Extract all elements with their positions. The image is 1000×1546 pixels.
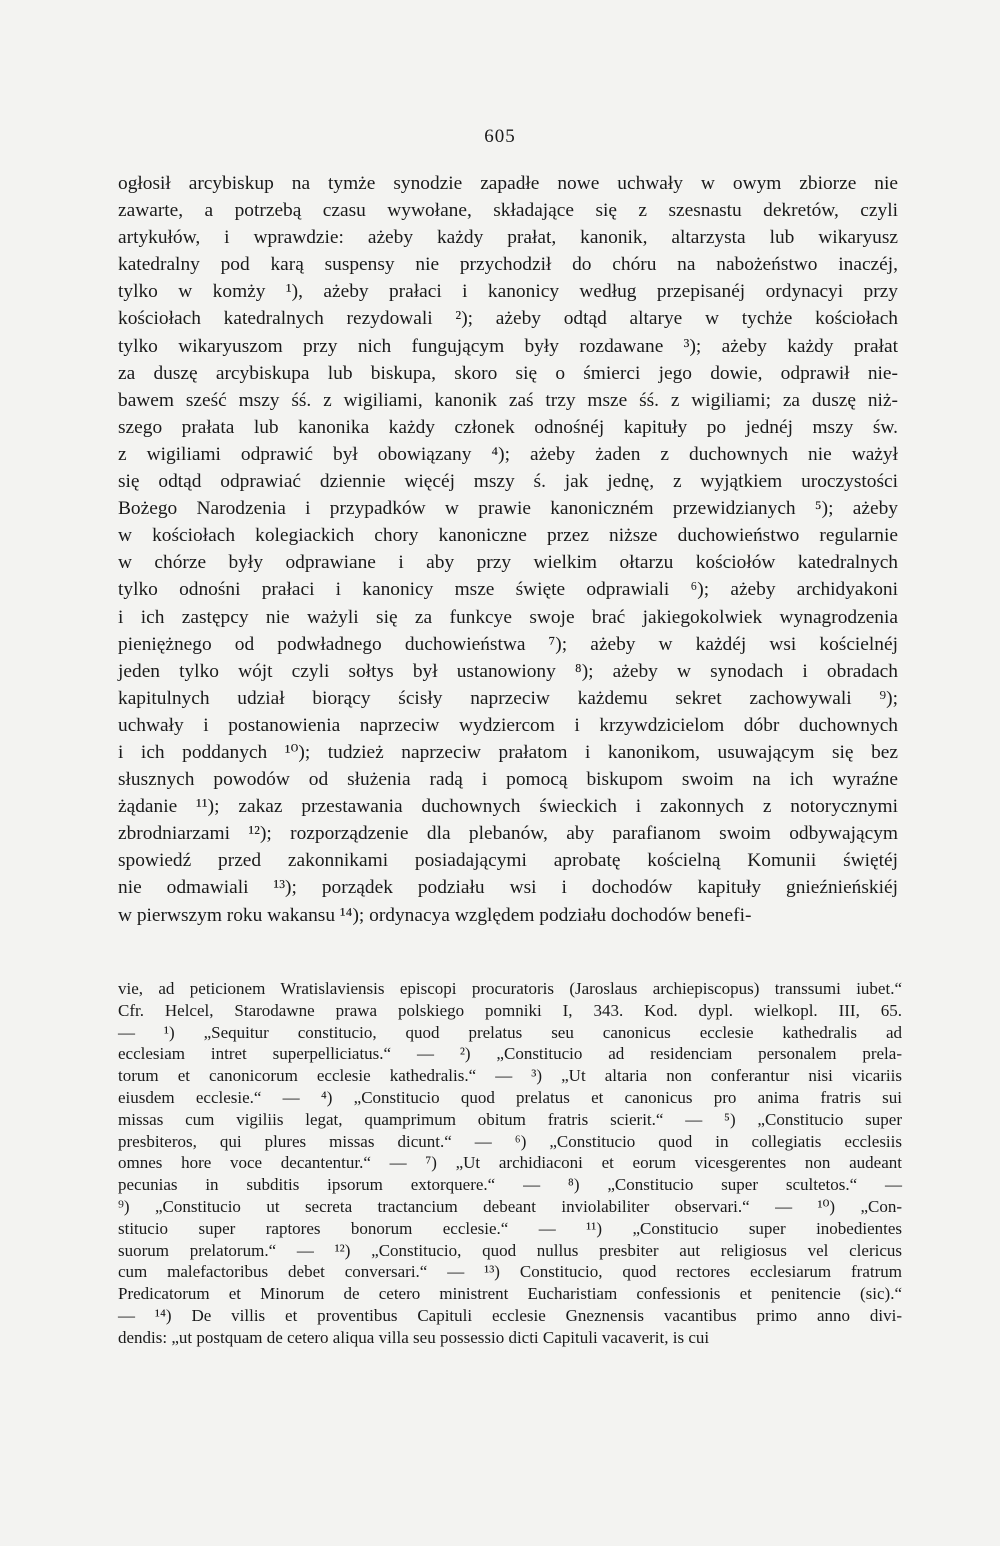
text-line: w chórze były odprawiane i aby przy wielkim ołtarzu kościołów katedralnych bbox=[118, 552, 898, 574]
footnote-line: omnes hore voce decantentur.“ — ⁷) „Ut archidiaconi et eorum vicesgerentes non audeant bbox=[118, 1153, 902, 1173]
footnote-line: Cfr. Helcel, Starodawne prawa polskiego pomniki I, 343. Kod. dypl. wielkopl. III, 65. bbox=[118, 1000, 902, 1020]
footnote-line: torum et canonicorum ecclesie kathedralis.“ — ³) „Ut altaria non conferantur nisi vicariis bbox=[118, 1066, 902, 1086]
text-line: szego prałata lub kanonika każdy członek odnośnéj kapituły po jednéj mszy św. bbox=[118, 416, 898, 438]
text-line: z wigiliami odprawić był obowiązany ⁴); ażeby żaden z duchownych nie ważył bbox=[118, 443, 898, 465]
footnote-line: pecunias in subditis ipsorum extorquere.“ — ⁸) „Constitucio super scultetos.“ — bbox=[118, 1175, 902, 1195]
footnote-line: vie, ad peticionem Wratislaviensis episcopi procuratoris (Jaroslaus archiepiscopus) transsumi iubet.“ bbox=[118, 979, 902, 998]
text-line: bawem sześć mszy śś. z wigiliami, kanonik zaś trzy msze śś. z wigiliami; za duszę niż- bbox=[118, 389, 898, 411]
text-line: pieniężnego od podwładnego duchowieństwa ⁷); ażeby w każdéj wsi kościelnéj bbox=[118, 633, 898, 655]
text-line: jeden tylko wójt czyli sołtys był ustanowiony ⁸); ażeby w synodach i obradach bbox=[118, 660, 898, 682]
footnotes bbox=[118, 978, 902, 1349]
footnote-line: stitucio super raptores bonorum ecclesie.“ — ¹¹) „Constitucio super inobedientes bbox=[118, 1218, 902, 1238]
text-line: za duszę arcybiskupa lub biskupa, skoro się o śmierci jego dowie, odprawił nie- bbox=[118, 362, 898, 384]
main-text bbox=[118, 170, 898, 929]
text-line: Bożego Narodzenia i przypadków w prawie kanoniczném przewidzianych ⁵); ażeby bbox=[118, 498, 898, 520]
footnote-line: Predicatorum et Minorum de cetero ministrent Eucharistiam confessionis et penitencie (sic).“ bbox=[118, 1284, 902, 1304]
footnote-line: eiusdem ecclesie.“ — ⁴) „Constitucio quod prelatus et canonicus pro anima fratris sui bbox=[118, 1087, 902, 1107]
footnote-line: — ¹⁴) De villis et proventibus Capituli ecclesie Gneznensis vacantibus primo anno divi- bbox=[118, 1305, 902, 1325]
text-line: słusznych powodów od służenia radą i pomocą biskupom swoim na ich wyraźne bbox=[118, 769, 898, 791]
text-line: się odtąd odprawiać dziennie więcéj mszy ś. jak jednę, z wyjątkiem uroczystości bbox=[118, 471, 898, 493]
footnote-line: dendis: „ut postquam de cetero aliqua villa seu possessio dicti Capituli vacaverit, is cui bbox=[118, 1327, 710, 1347]
page-number: 605 bbox=[484, 126, 516, 147]
text-line: nie odmawiali ¹³); porządek podziału wsi i dochodów kapituły gnieźnieńskiéj bbox=[118, 877, 898, 899]
footnote-line: missas cum vigiliis legat, quamprimum obitum fratris scierit.“ — ⁵) „Constitucio super bbox=[118, 1109, 902, 1129]
footnote-line: ecclesiam intret superpelliciatus.“ — ²) „Constitucio ad residenciam personalem prela- bbox=[118, 1044, 902, 1064]
text-line: katedralny pod karą suspensy nie przychodził do chóru na nabożeństwo inaczéj, bbox=[118, 254, 898, 276]
text-line: uchwały i postanowienia naprzeciw wydziercom i krzywdzicielom dóbr duchownych bbox=[118, 714, 898, 736]
footnote-line: — ¹) „Sequitur constitucio, quod prelatus seu canonicus ecclesie kathedralis ad bbox=[118, 1022, 902, 1042]
text-line: i ich zastępcy nie ważyli się za funkcye swoje brać jakiegokolwiek wynagrodzenia bbox=[118, 606, 898, 628]
text-line: kapitulnych udział biorący ścisły naprzeciw każdemu sekret zachowywali ⁹); bbox=[118, 687, 898, 709]
text-line: tylko w komży ¹), ażeby prałaci i kanonicy według przepisanéj ordynacyi przy bbox=[118, 281, 898, 303]
text-line: ogłosił arcybiskup na tymże synodzie zapadłe nowe uchwały w owym zbiorze nie bbox=[118, 173, 898, 194]
footnote-line: presbiteros, qui plures missas dicunt.“ — ⁶) „Constitucio quod in collegiatis ecclesiis bbox=[118, 1131, 902, 1151]
text-line: w kościołach kolegiackich chory kanoniczne przez niższe duchowieństwo regularnie bbox=[118, 525, 898, 547]
text-line: zbrodniarzami ¹²); rozporządzenie dla plebanów, aby parafianom swoim odbywającym bbox=[118, 823, 898, 845]
text-line: w pierwszym roku wakansu ¹⁴); ordynacya względem podziału dochodów benefi- bbox=[118, 904, 752, 926]
text-line: tylko odnośni prałaci i kanonicy msze święte odprawiali ⁶); ażeby archidyakoni bbox=[118, 579, 898, 601]
text-line: artykułów, i wprawdzie: ażeby każdy prałat, kanonik, altarzysta lub wikaryusz bbox=[118, 227, 898, 249]
text-line: i ich poddanych ¹⁰); tudzież naprzeciw prałatom i kanonikom, usuwającym się bez bbox=[118, 741, 898, 763]
text-line: tylko wikaryuszom przy nich fungującym były rozdawane ³); ażeby każdy prałat bbox=[118, 335, 898, 357]
footnote-line: suorum prelatorum.“ — ¹²) „Constitucio, quod nullus presbiter aut religiosus vel clericus bbox=[118, 1240, 902, 1260]
text-line: zawarte, a potrzebą czasu wywołane, składające się z szesnastu dekretów, czyli bbox=[118, 200, 898, 222]
text-line: kościołach katedralnych rezydowali ²); ażeby odtąd altarye w tychże kościołach bbox=[118, 308, 898, 330]
footnote-line: cum malefactoribus debet conversari.“ — ¹³) Constitucio, quod rectores ecclesiarum fratrum bbox=[118, 1262, 902, 1282]
text-line: żądanie ¹¹); zakaz przestawania duchownych świeckich i zakonnych z notorycznymi bbox=[118, 796, 898, 818]
footnote-line: ⁹) „Constitucio ut secreta tractancium debeant inviolabiliter observari.“ — ¹⁰) „Con- bbox=[118, 1196, 902, 1216]
text-line: spowiedź przed zakonnikami posiadającymi aprobatę kościelną Komunii świętéj bbox=[118, 850, 898, 872]
